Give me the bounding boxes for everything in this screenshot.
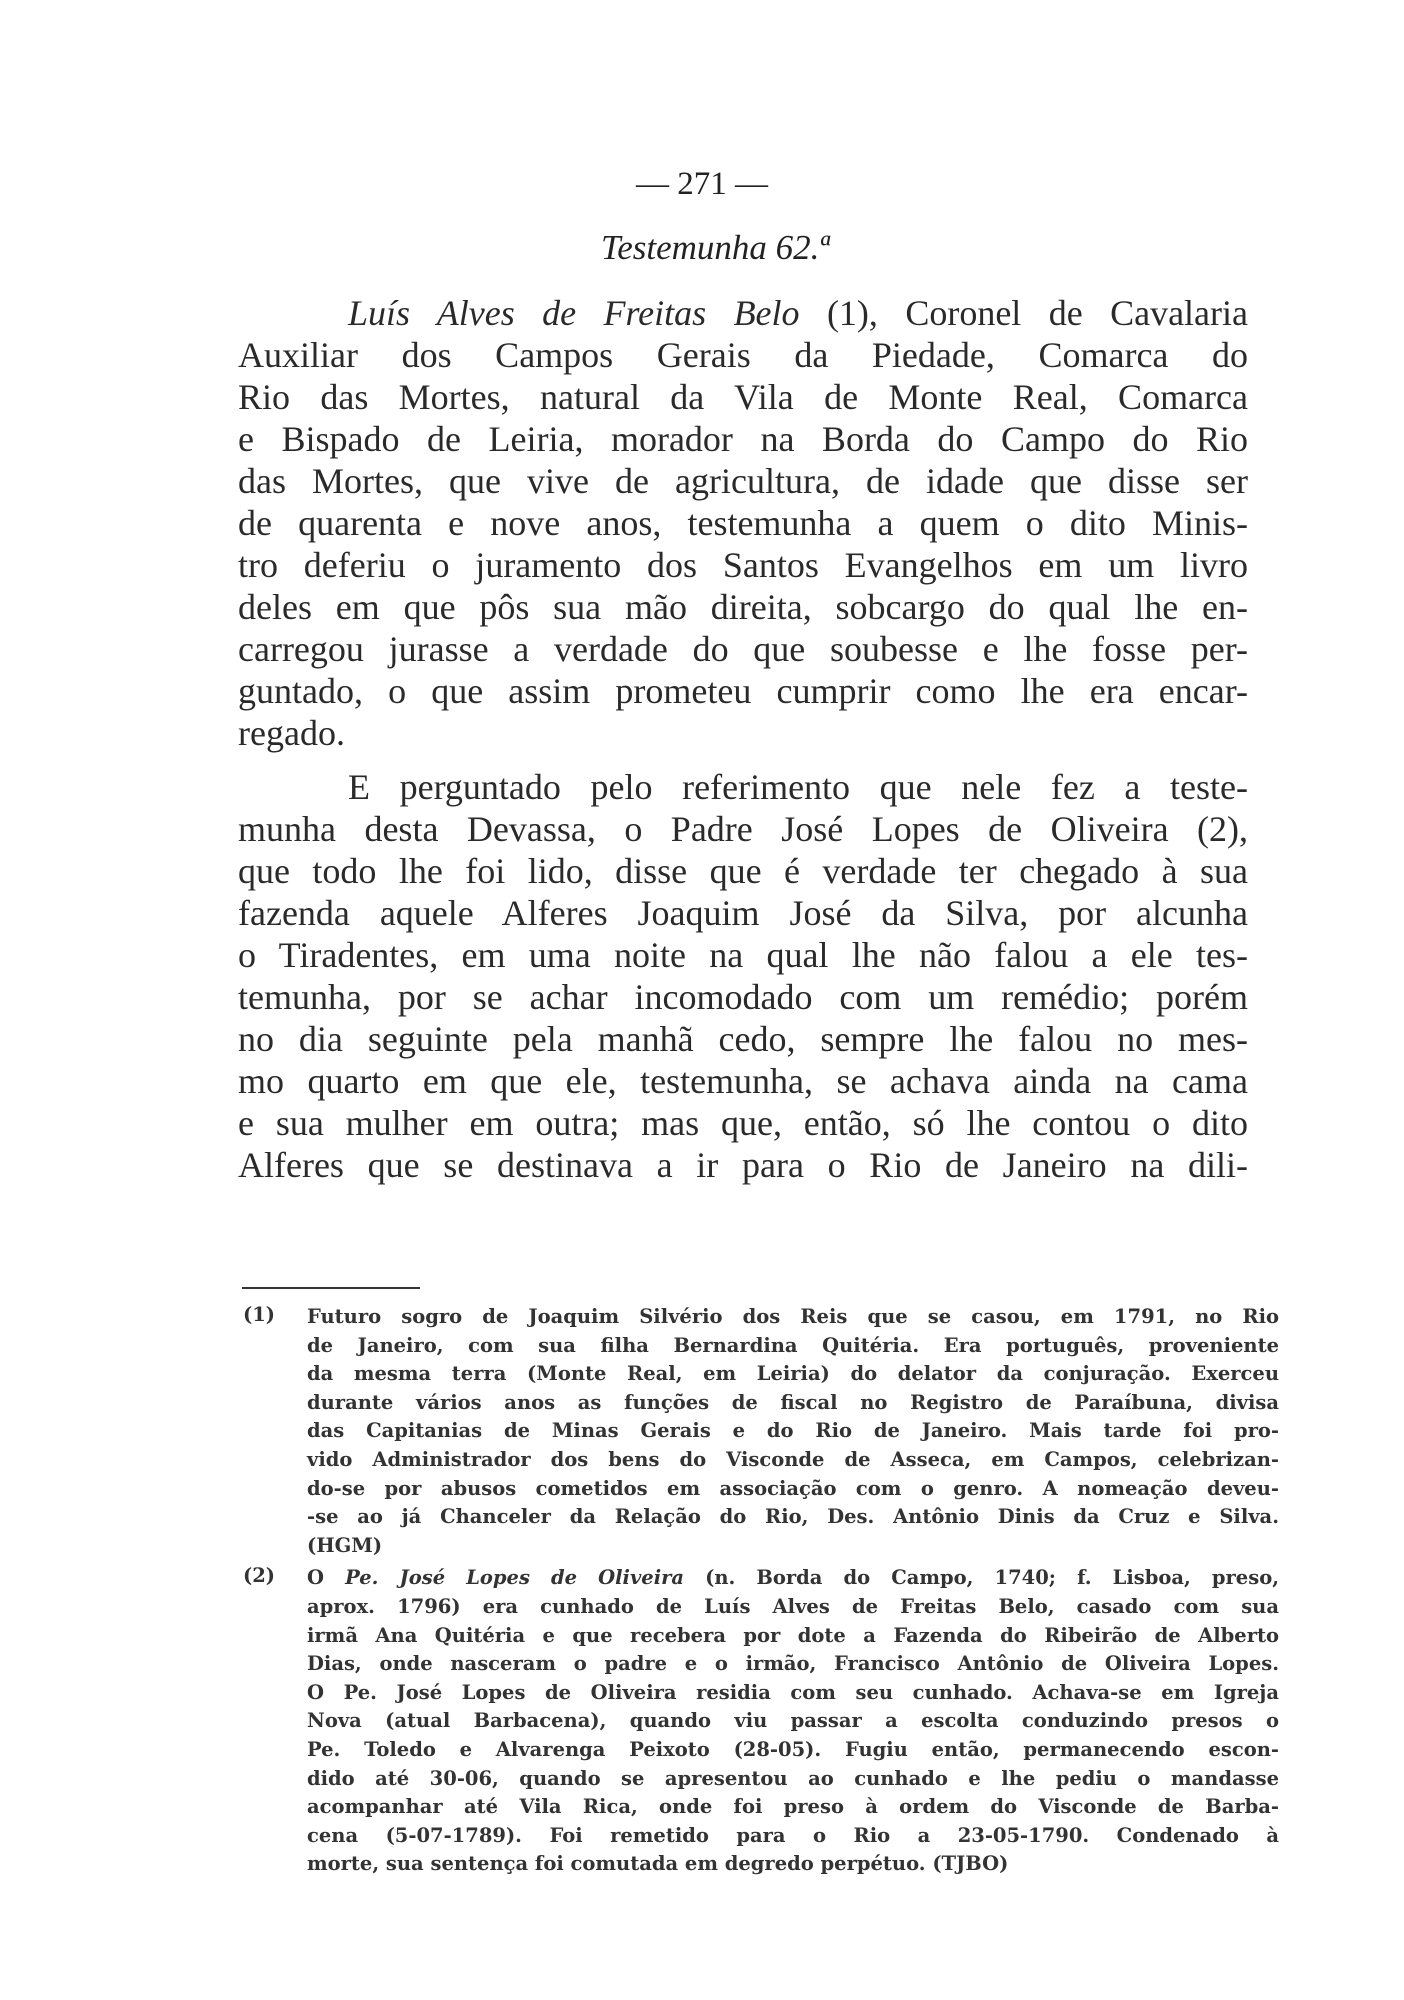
footnote-line: O Pe. José Lopes de Oliveira (n. Borda do Campo, 1740; f. Lisboa, preso, (307, 1566, 1279, 1590)
paragraph-2 (238, 766, 1248, 1186)
text-line: Rio das Mortes, natural da Vila de Monte Real, Comarca (238, 377, 1248, 417)
footnote-line: O Pe. José Lopes de Oliveira residia com seu cunhado. Achava-se em Igreja (307, 1680, 1279, 1704)
text-line: Auxiliar dos Campos Gerais da Piedade, Comarca do (238, 335, 1248, 375)
text-line: tro deferiu o juramento dos Santos Evangelhos em um livro (238, 545, 1248, 585)
text-line: no dia seguinte pela manhã cedo, sempre lhe falou no mes- (238, 1019, 1248, 1059)
footnote-line: de Janeiro, com sua filha Bernardina Quitéria. Era português, proveniente (307, 1333, 1279, 1357)
text-line: mo quarto em que ele, testemunha, se achava ainda na cama (238, 1061, 1248, 1101)
footnote-line: das Capitanias de Minas Gerais e do Rio de Janeiro. Mais tarde foi pro- (307, 1419, 1279, 1443)
footnote-line: acompanhar até Vila Rica, onde foi preso à ordem do Visconde de Barba- (307, 1795, 1279, 1819)
text-line: Luís Alves de Freitas Belo (1), Coronel de Cavalaria (348, 293, 1248, 333)
footnote-person-name: Pe. José Lopes de Oliveira (345, 1566, 685, 1590)
footnote-line: durante vários anos as funções de fiscal no Registro de Paraíbuna, divisa (307, 1390, 1279, 1414)
footnote-line: Pe. Toledo e Alvarenga Peixoto (28-05). Fugiu então, permanecendo escon- (307, 1737, 1279, 1761)
text-line: que todo lhe foi lido, disse que é verdade ter chegado à sua (238, 851, 1248, 891)
text-line: das Mortes, que vive de agricultura, de idade que disse ser (238, 461, 1248, 501)
footnote-2 (243, 1564, 1279, 1879)
footnote-line: dido até 30-06, quando se apresentou ao cunhado e lhe pediu o mandasse (307, 1766, 1279, 1790)
footnote-line: morte, sua sentença foi comutada em degredo perpétuo. (TJBO) (307, 1852, 1009, 1876)
text-line: munha desta Devassa, o Padre José Lopes de Oliveira (2), (238, 809, 1248, 849)
footnote-line: cena (5-07-1789). Foi remetido para o Rio a 23-05-1790. Condenado à (307, 1823, 1279, 1847)
text-line: guntado, o que assim prometeu cumprir como lhe era encar- (238, 671, 1248, 711)
text-line: fazenda aquele Alferes Joaquim José da Silva, por alcunha (238, 893, 1248, 933)
footnote-1 (243, 1303, 1279, 1560)
text-line: o Tiradentes, em uma noite na qual lhe não falou a ele tes- (238, 935, 1248, 975)
section-heading: Testemunha 62.ª (600, 228, 830, 267)
text-line: e Bispado de Leiria, morador na Borda do Campo do Rio (238, 419, 1248, 459)
footnotes (243, 1303, 1279, 1879)
text-line: Alferes que se destinava a ir para o Rio de Janeiro na dili- (238, 1145, 1248, 1185)
footnote-line: irmã Ana Quitéria e que recebera por dote a Fazenda do Ribeirão de Alberto (307, 1623, 1279, 1647)
footnote-body (307, 1564, 1279, 1879)
footnote-line: Nova (atual Barbacena), quando viu passar a escolta conduzindo presos o (307, 1709, 1279, 1733)
paragraph-1 (238, 292, 1248, 754)
body-text (238, 292, 1248, 1186)
footnote-line: do-se por abusos cometidos em associação com o genro. A nomeação deveu- (307, 1476, 1279, 1500)
text-line: regado. (238, 713, 345, 753)
text-line: e sua mulher em outra; mas que, então, só lhe contou o dito (238, 1103, 1248, 1143)
footnote-number: (1) (243, 1303, 276, 1326)
text-line: de quarenta e nove anos, testemunha a quem o dito Minis- (238, 503, 1248, 543)
footnote-line: da mesma terra (Monte Real, em Leiria) do delator da conjuração. Exerceu (307, 1362, 1279, 1386)
text-line: deles em que pôs sua mão direita, sobcargo do qual lhe en- (238, 587, 1248, 627)
footnote-number: (2) (243, 1564, 276, 1588)
footnote-line: Dias, onde nasceram o padre e o irmão, Francisco Antônio de Oliveira Lopes. (307, 1652, 1279, 1676)
text-line: E perguntado pelo referimento que nele fez a teste- (348, 767, 1248, 807)
footnote-line: (HGM) (307, 1533, 383, 1557)
footnote-body (307, 1303, 1279, 1560)
footnote-line: vido Administrador dos bens do Visconde de Asseca, em Campos, celebrizan- (307, 1447, 1279, 1471)
footnote-separator (242, 1287, 420, 1289)
footnote-line: -se ao já Chanceler da Relação do Rio, Des. Antônio Dinis da Cruz e Silva. (307, 1505, 1279, 1529)
text-line: temunha, por se achar incomodado com um remédio; porém (238, 977, 1248, 1017)
footnote-line: Futuro sogro de Joaquim Silvério dos Reis que se casou, em 1791, no Rio (307, 1305, 1279, 1328)
footnote-line: aprox. 1796) era cunhado de Luís Alves de Freitas Belo, casado com sua (307, 1594, 1279, 1618)
paragraph-gap (238, 754, 1248, 766)
text-line: carregou jurasse a verdade do que soubesse e lhe fosse per- (238, 629, 1248, 669)
page-number: — 271 — (636, 166, 768, 202)
witness-name: Luís Alves de Freitas Belo (348, 293, 800, 333)
